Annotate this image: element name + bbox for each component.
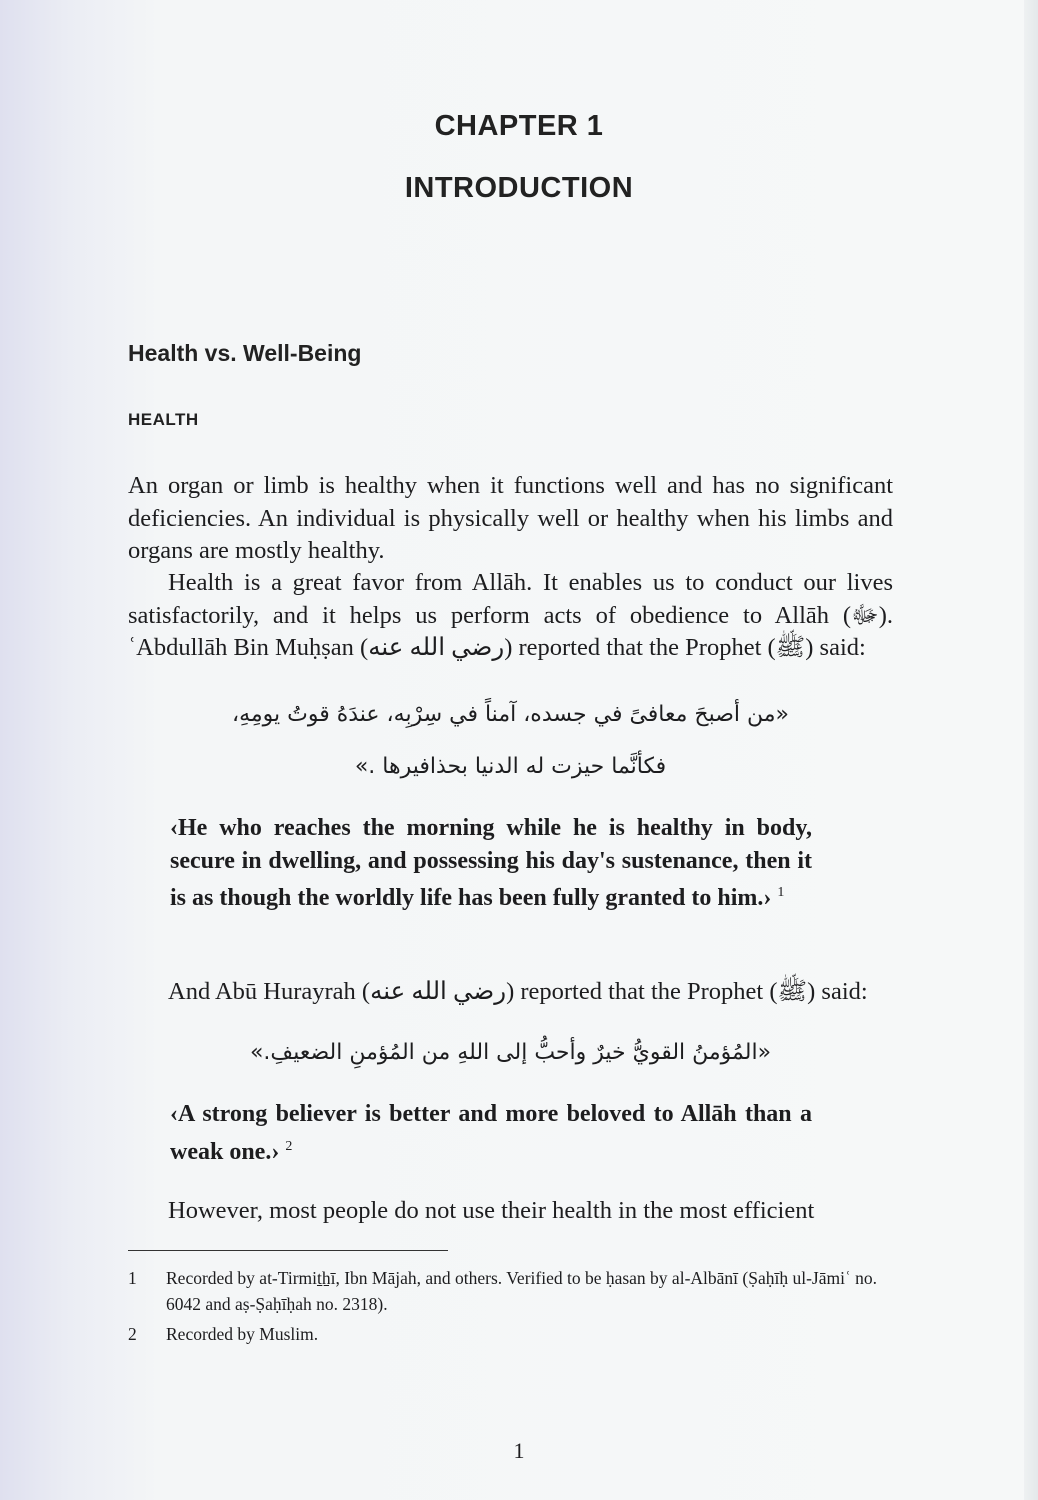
hadith-2-translation <box>170 1098 812 1168</box>
footnote-ref-2: 2 <box>285 1138 293 1154</box>
footnote-2-number: 2 <box>128 1324 137 1344</box>
subsection-heading: HEALTH <box>128 410 199 429</box>
section-heading: Health vs. Well-Being <box>128 340 362 366</box>
arabic-hadith-2: «المُؤمنُ القويُّ خيرٌ وأحبُّ إلى اللهِ من المُؤمنِ الضعيفِ.» <box>249 1040 772 1065</box>
chapter-number: CHAPTER 1 <box>434 110 604 142</box>
footnote-rule <box>128 1250 448 1251</box>
page-edge-shadow <box>1024 0 1038 1500</box>
hadith-1-translation <box>170 812 812 915</box>
footnote-1 <box>128 1265 893 1317</box>
paragraph-1: An organ or limb is healthy when it functions well and has no significant deficiencies. An individual is physically well or healthy when his limbs and organs are mostly healthy. <box>128 472 893 564</box>
hadith-1-text: ‹He who reaches the morning while he is healthy in body, secure in dwelling, and possessing his day's sustenance, then it is as though the worldly life has been fully granted to him.› <box>170 815 812 911</box>
footnote-1-number: 1 <box>128 1268 137 1288</box>
paragraph-3: And Abū Hurayrah (رضي الله عنه) reported that the Prophet (ﷺ) said: <box>168 978 868 1005</box>
page-number: 1 <box>513 1438 525 1463</box>
paragraph-2: Health is a great favor from Allāh. It enables us to conduct our lives satisfactorily, and it helps us perform acts of obedience to Allāh (ﷻ). ʿAbdullāh Bin Muḥṣan (رضي الله عنه) reported that the Prophet (ﷺ) said: <box>128 569 893 661</box>
footnote-ref-1: 1 <box>777 885 785 900</box>
paragraph-4: However, most people do not use their health in the most efficient <box>168 1197 815 1224</box>
chapter-title: INTRODUCTION <box>404 172 634 204</box>
footnote-1-text: Recorded by at-Tirmiṯẖī, Ibn Mājah, and others. Verified to be ḥasan by al-Albānī (Ṣaḥīḥ ul-Jāmiʿ no. 6042 and aṣ-Ṣaḥīḥah no. 2318). <box>166 1268 878 1314</box>
footnote-2-text: Recorded by Muslim. <box>166 1324 319 1344</box>
arabic-hadith-1-line-1: «من أصبحَ معافىً في جسده، آمناً في سِرْبِه، عندَهُ قوتُ يومِهِ، <box>231 702 790 727</box>
hadith-2-text: ‹A strong believer is better and more beloved to Allāh than a weak one.› <box>170 1101 812 1165</box>
arabic-hadith-1-line-2: فكأنَّما حيزت له الدنيا بحذافيرها .» <box>354 754 667 779</box>
footnote-2 <box>128 1321 893 1347</box>
